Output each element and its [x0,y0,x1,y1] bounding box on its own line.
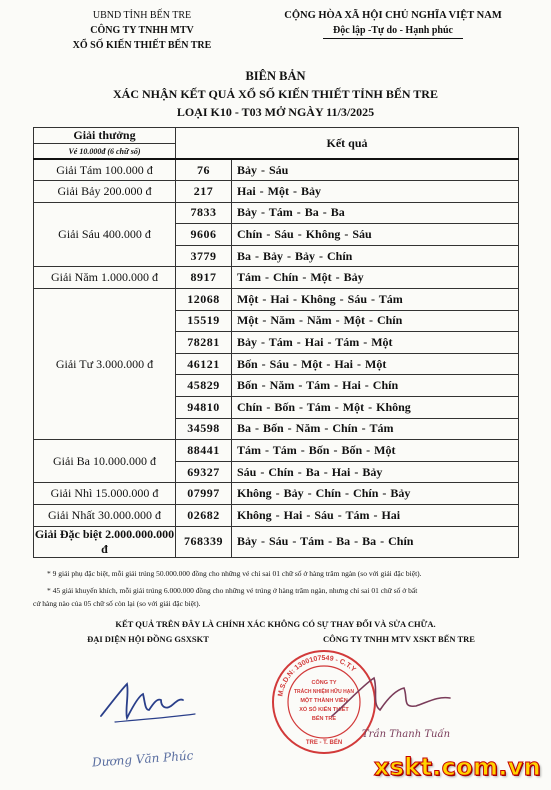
result-header: Kết quả [176,128,519,160]
national-motto: Độc lập -Tự do - Hạnh phúc [333,25,453,36]
result-words: Bốn - Sáu - Một - Hai - Một [232,353,519,375]
prize-header-label: Giải thưởng [73,128,136,142]
result-words: Chín - Sáu - Không - Sáu [232,224,519,246]
result-number: 15519 [176,310,232,332]
result-words: Bốn - Năm - Tám - Hai - Chín [232,375,519,397]
result-words: Bảy - Tám - Ba - Ba [232,202,519,224]
result-words: Tám - Tám - Bốn - Bốn - Một [232,440,519,462]
svg-text:XỔ SỐ KIẾN THIẾT: XỔ SỐ KIẾN THIẾT [299,707,349,713]
result-number: 46121 [176,353,232,375]
note-3: cứ hàng nào của 05 chữ số còn lại (so với giải đặc biệt). [33,599,201,608]
result-words: Không - Bảy - Chín - Chín - Bảy [232,483,519,505]
result-words: Ba - Bốn - Năm - Chín - Tám [232,418,519,440]
result-number: 3779 [176,245,232,267]
issuer-line-3: XỔ SỐ KIẾN THIẾT BẾN TRE [72,40,212,51]
document-title-block [0,67,551,121]
result-number: 45829 [176,375,232,397]
table-row [34,289,519,311]
result-number: 8917 [176,267,232,289]
country-name: CỘNG HÒA XÃ HỘI CHỦ NGHĨA VIỆT NAM [284,10,502,21]
result-number: 7833 [176,202,232,224]
note-2: * 45 giải khuyến khích, mỗi giải trúng 6.000.000 đồng cho những vé trúng ở hàng trăm ngàn, nhưng chỉ sai 01 chữ số ở bất [47,586,418,595]
prize-label: Giải Ba 10.000.000 đ [34,440,176,483]
result-words: Một - Năm - Năm - Một - Chín [232,310,519,332]
result-number: 217 [176,181,232,203]
table-header-row [34,128,519,160]
table-row [34,483,519,505]
svg-text:TRE - T. BẾN: TRE - T. BẾN [305,740,343,746]
result-number: 34598 [176,418,232,440]
note-1: * 9 giải phụ đặc biệt, mỗi giải trúng 50.000.000 đồng cho những vé chỉ sai 01 chữ số ở hàng trăm ngàn (so với giải đặc biệt). [47,569,422,578]
result-words: Tám - Chín - Một - Bảy [232,267,519,289]
result-words: Bảy - Sáu - Tám - Ba - Ba - Chín [232,526,519,557]
result-number: 02682 [176,505,232,527]
left-signer-title: ĐẠI DIỆN HỘI ĐỒNG GSXSKT [87,634,209,644]
left-signature-image [95,676,215,726]
svg-text:BẾN TRE: BẾN TRE [311,716,337,722]
result-number: 768339 [176,526,232,557]
table-row [34,181,519,203]
result-words: Bảy - Sáu [232,159,519,181]
result-number: 9606 [176,224,232,246]
draw-info: LOẠI K10 - T03 MỞ NGÀY 11/3/2025 [176,105,375,119]
prize-label: Giải Đặc biệt 2.000.000.000 đ [34,526,175,556]
result-words: Sáu - Chín - Ba - Hai - Bảy [232,461,519,483]
brand-watermark[interactable]: xskt.com.vn [373,753,541,781]
prize-label: Giải Năm 1.000.000 đ [34,267,176,289]
svg-text:M.S.D.N: 1300107549 - C.T.Y: M.S.D.N: 1300107549 - C.T.Y [277,654,357,698]
prize-label: Giải Nhất 30.000.000 đ [34,505,176,527]
result-words: Không - Hai - Sáu - Tám - Hai [232,505,519,527]
result-number: 88441 [176,440,232,462]
result-number: 76 [176,159,232,181]
doc-title: BIÊN BẢN [245,69,306,83]
right-signature-image [322,668,462,728]
confirmation-statement: KẾT QUẢ TRÊN ĐÂY LÀ CHÍNH XÁC KHÔNG CÓ SỰ THAY ĐỔI VÀ SỬA CHỮA. [115,619,436,629]
result-words: Hai - Một - Bảy [232,181,519,203]
right-signer-title: CÔNG TY TNHH MTV XSKT BẾN TRE [323,634,475,644]
prize-label: Giải Sáu 400.000 đ [34,202,176,267]
svg-text:MỘT THÀNH VIÊN: MỘT THÀNH VIÊN [300,698,348,704]
motto-underline [323,38,463,39]
table-row [34,505,519,527]
right-signer-name: Trần Thanh Tuấn [362,729,451,740]
issuer-line-2: CÔNG TY TNHH MTV [90,25,194,36]
notes-block [33,567,519,610]
left-signer-name: Dương Văn Phúc [91,748,194,770]
prize-header [34,128,176,160]
result-number: 94810 [176,397,232,419]
svg-text:TRÁCH NHIỆM HỮU HẠN: TRÁCH NHIỆM HỮU HẠN [294,689,354,695]
prize-label: Giải Nhì 15.000.000 đ [34,483,176,505]
svg-text:CÔNG TY: CÔNG TY [311,680,337,686]
result-words: Ba - Bảy - Bảy - Chín [232,245,519,267]
result-number: 69327 [176,461,232,483]
table-row [34,267,519,289]
result-number: 07997 [176,483,232,505]
issuer-block [62,8,222,53]
result-words: Một - Hai - Không - Sáu - Tám [232,289,519,311]
prize-label: Giải Bảy 200.000 đ [34,181,176,203]
result-words: Chín - Bốn - Tám - Một - Không [232,397,519,419]
prize-label: Giải Tám 100.000 đ [34,159,176,181]
result-words: Bảy - Tám - Hai - Tám - Một [232,332,519,354]
prize-label: Giải Tư 3.000.000 đ [34,289,176,440]
document-header [0,8,551,68]
table-row [34,159,519,181]
table-row [34,440,519,462]
result-number: 12068 [176,289,232,311]
national-motto-block [262,8,524,39]
result-number: 78281 [176,332,232,354]
results-table [33,127,519,558]
doc-subtitle: XÁC NHẬN KẾT QUẢ XỔ SỐ KIẾN THIẾT TỈNH BẾN TRE [113,87,438,101]
issuer-line-1: UBND TỈNH BẾN TRE [92,10,192,21]
table-row [34,202,519,224]
ticket-header-label: Vé 10.000đ (6 chữ số) [34,143,175,158]
table-row [34,526,519,557]
